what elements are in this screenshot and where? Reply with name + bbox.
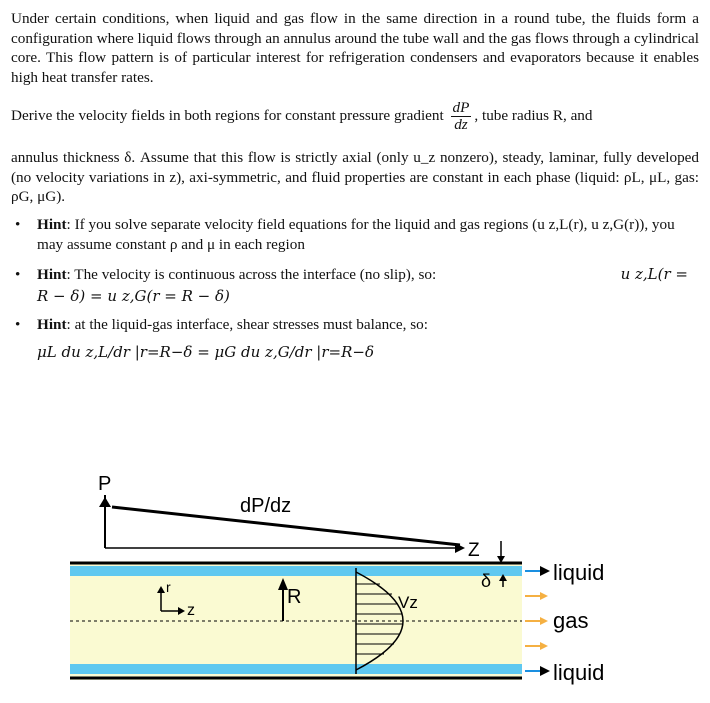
continuity-equation-start: u z,L(r = [620,265,688,283]
delta-label: δ [481,571,492,591]
shear-balance-equation: μL du z,L/dr |r=R−δ = μG du z,G/dr |r=R−δ [37,343,374,361]
assumptions-text: annulus thickness δ. Assume that this flow is strictly axial (only u_z nonzero), steady, laminar, fully developed (no velocity variations in z), axi-symmetric, and fluid properties are constant in each phase (liquid: ρL, μL, gas: ρG, μG). [11,149,699,205]
gas-arrowhead-2 [540,617,548,625]
bullet-dot: • [15,266,21,283]
pressure-axis-arrowhead [99,497,111,507]
pressure-label: P [98,473,112,495]
z-axis-label: Z [468,540,480,561]
gas-arrowhead-1 [540,592,548,600]
fraction-numerator: dP [452,99,470,116]
liquid-top-arrowhead [540,566,550,576]
derive-text-before: Derive the velocity fields in both regions for constant pressure gradient [11,106,444,124]
hint-label: Hint [37,266,67,283]
bullet-dot: • [15,216,21,233]
liquid-annulus-top [70,566,522,576]
legend-liquid-bottom: liquid [553,660,605,685]
intro-text: Under certain conditions, when liquid and gas flow in the same direction in a round tube, the fluids form a configuration where liquid flows through an annulus around the tube wall and the gas flows through a cylindrical core. This flow pattern is of particular interest for refrigeration condensers and evaporators because it enables high heat transfer rates. [11,10,699,86]
hint-label: Hint [37,316,67,333]
gas-arrowhead-3 [540,642,548,650]
radius-label: R [287,586,302,608]
fraction-denominator: dz [454,116,468,133]
liquid-annulus-bottom [70,664,522,674]
legend-gas: gas [553,608,589,633]
liquid-bottom-arrowhead [540,666,550,676]
z-label: z [187,602,195,619]
r-label: r [166,579,171,595]
hint-label: Hint [37,216,67,233]
hint-text: : If you solve separate velocity field equations for the liquid and gas regions (u z,L(r), u z,G(r)), you may assume constant ρ and μ in each region [37,216,675,253]
hint-text: : The velocity is continuous across the interface (no slip), so: [66,266,437,283]
legend-liquid-top: liquid [553,560,605,585]
hint-text: : at the liquid-gas interface, shear stresses must balance, so: [66,316,428,333]
derive-text-after: , tube radius R, and [474,106,593,124]
bullet-dot: • [15,316,21,333]
continuity-equation-end: R − δ) = u z,G(r = R − δ) [37,287,230,305]
gradient-label: dP/dz [240,495,292,517]
velocity-label: Vz [398,593,418,612]
